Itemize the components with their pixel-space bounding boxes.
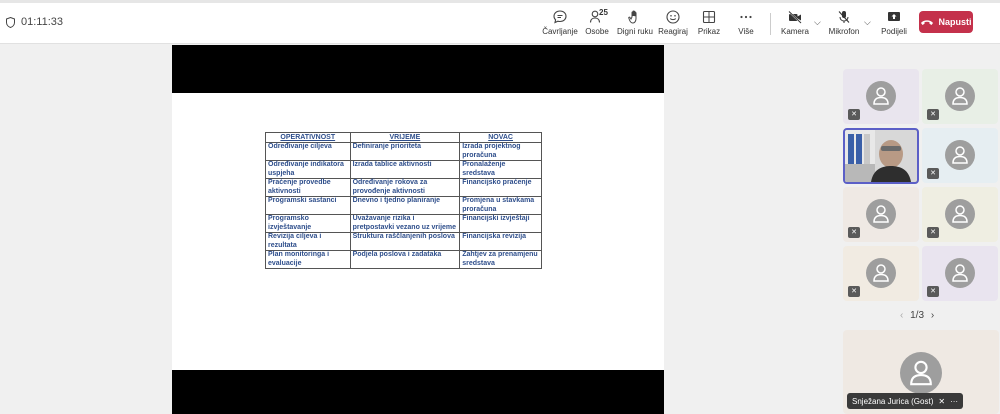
person-icon	[951, 86, 969, 106]
gallery-pager	[900, 310, 934, 321]
muted-mic-icon: ✕	[927, 286, 939, 297]
slide-table-row	[266, 197, 542, 215]
slide-table-row	[266, 215, 542, 233]
avatar	[945, 258, 975, 288]
slide-table-cell: Plan monitoringa i evaluacije	[266, 251, 351, 269]
slide-table-row	[266, 179, 542, 197]
camera-button[interactable]	[780, 9, 810, 36]
chat-label: Čavrljanje	[542, 27, 578, 36]
slide-table-cell: Zahtjev za prenamjenu sredstava	[460, 251, 542, 269]
leave-label: Napusti	[938, 17, 972, 27]
participant-tile[interactable]	[922, 69, 998, 124]
slide-table-row	[266, 251, 542, 269]
muted-mic-icon: ✕	[927, 227, 939, 238]
meeting-timer	[6, 16, 63, 28]
muted-mic-icon: ✕	[927, 168, 939, 179]
slide-table	[265, 132, 542, 269]
letterbox-top	[172, 45, 664, 93]
avatar	[945, 81, 975, 111]
slide-table-row	[266, 233, 542, 251]
person-icon	[908, 359, 934, 387]
slide-table-cell: Struktura raščlanjenih poslova	[350, 233, 460, 251]
hand-icon	[627, 9, 643, 25]
person-icon	[951, 204, 969, 224]
grid-icon	[701, 9, 717, 25]
slide-table-cell: Programsko izvještavanje	[266, 215, 351, 233]
slide-table-row	[266, 143, 542, 161]
avatar	[945, 140, 975, 170]
slide-table-cell: Određivanje indikatora uspjeha	[266, 161, 351, 179]
slide-table-cell: Podjela poslova i zadataka	[350, 251, 460, 269]
letterbox-bottom	[172, 370, 664, 414]
slide-table-cell: Financijski izvještaji	[460, 215, 542, 233]
avatar	[866, 258, 896, 288]
slide-table-cell: Definiranje prioriteta	[350, 143, 460, 161]
slide-table-cell: Praćenje provedbe aktivnosti	[266, 179, 351, 197]
view-label: Prikaz	[697, 27, 721, 36]
participant-tile[interactable]	[843, 187, 919, 242]
participant-tile[interactable]	[843, 69, 919, 124]
more-dots-icon	[738, 9, 754, 25]
participant-name-tag	[847, 393, 963, 409]
slide-header-row	[266, 133, 542, 143]
muted-mic-icon: ✕	[848, 109, 860, 120]
mic-off-icon	[836, 9, 852, 25]
next-page-chevron-icon[interactable]: ›	[930, 310, 935, 321]
phone-hangup-icon	[920, 18, 934, 26]
share-button[interactable]	[878, 9, 910, 36]
participant-tile[interactable]	[922, 128, 998, 183]
share-label: Podijeli	[881, 27, 907, 36]
share-screen-icon	[886, 9, 902, 25]
mic-button[interactable]	[826, 9, 862, 36]
page-indicator: 1/3	[910, 310, 925, 321]
camera-off-icon	[787, 9, 803, 25]
slide-table-cell: Promjena u stavkama proračuna	[460, 197, 542, 215]
slide-table-cell: Financijsko praćenje	[460, 179, 542, 197]
slide-column-header: VRIJEME	[350, 133, 460, 143]
muted-mic-icon: ✕	[927, 109, 939, 120]
slide-table-cell: Revizija ciljeva i rezultata	[266, 233, 351, 251]
camera-label: Kamera	[780, 27, 809, 36]
participant-video	[845, 130, 917, 182]
shield-icon	[6, 17, 15, 28]
people-count: 25	[599, 8, 608, 17]
timer-text: 01:11:33	[21, 16, 64, 28]
slide-table-body	[266, 143, 542, 269]
slide-table-cell: Dnevno i tjedno planiranje	[350, 197, 460, 215]
slide-table-cell: Izrada tablice aktivnosti	[350, 161, 460, 179]
participant-tile[interactable]	[922, 246, 998, 301]
avatar	[866, 199, 896, 229]
slide-column-header: NOVAC	[460, 133, 542, 143]
camera-options-chevron-icon[interactable]: ⌵	[814, 17, 821, 27]
spotlight-participant-tile[interactable]	[843, 330, 999, 414]
avatar	[945, 199, 975, 229]
person-icon	[872, 86, 890, 106]
more-label: Više	[738, 27, 754, 36]
more-options-icon[interactable]: ···	[950, 396, 959, 406]
participant-tile[interactable]	[922, 187, 998, 242]
react-label: Reagiraj	[658, 27, 688, 36]
slide-table-cell: Pronalaženje sredstava	[460, 161, 542, 179]
muted-mic-icon: ✕	[938, 396, 946, 406]
more-button[interactable]	[734, 9, 758, 36]
react-button[interactable]	[657, 9, 689, 36]
person-icon	[951, 263, 969, 283]
slide-table-cell: Uvažavanje rizika i pretpostavki vezano uz vrijeme	[350, 215, 460, 233]
prev-page-chevron-icon[interactable]: ‹	[900, 310, 904, 321]
chat-button[interactable]	[542, 9, 578, 36]
slide-table-cell: Izrada projektnog proračuna	[460, 143, 542, 161]
avatar	[900, 352, 942, 394]
toolbar-divider	[770, 13, 771, 35]
muted-mic-icon: ✕	[848, 227, 860, 238]
raise-hand-label: Digni ruku	[616, 27, 653, 36]
slide-column-header: OPERATIVNOST	[266, 133, 351, 143]
muted-mic-icon: ✕	[848, 286, 860, 297]
people-button[interactable]	[583, 9, 611, 36]
participant-tile[interactable]	[843, 246, 919, 301]
meeting-toolbar	[0, 3, 1000, 44]
chat-icon	[552, 9, 568, 25]
participant-video-tile[interactable]	[843, 128, 919, 184]
leave-button[interactable]	[919, 11, 973, 33]
slide-table-row	[266, 161, 542, 179]
raise-hand-button[interactable]	[616, 9, 654, 36]
person-icon	[951, 145, 969, 165]
slide-table-cell: Financijska revizija	[460, 233, 542, 251]
slide-table-cell: Određivanje ciljeva	[266, 143, 351, 161]
mic-label: Mikrofon	[828, 27, 860, 36]
shared-screen	[172, 45, 664, 414]
view-button[interactable]	[696, 9, 722, 36]
participant-name: Snježana Jurica (Gost)	[852, 396, 934, 406]
slide-table-cell: Programski sastanci	[266, 197, 351, 215]
person-icon	[872, 263, 890, 283]
slide-table-cell: Određivanje rokova za provođenje aktivnosti	[350, 179, 460, 197]
smiley-icon	[665, 9, 681, 25]
mic-options-chevron-icon[interactable]: ⌵	[864, 17, 871, 27]
people-label: Osobe	[585, 27, 609, 36]
avatar	[866, 81, 896, 111]
person-icon	[872, 204, 890, 224]
